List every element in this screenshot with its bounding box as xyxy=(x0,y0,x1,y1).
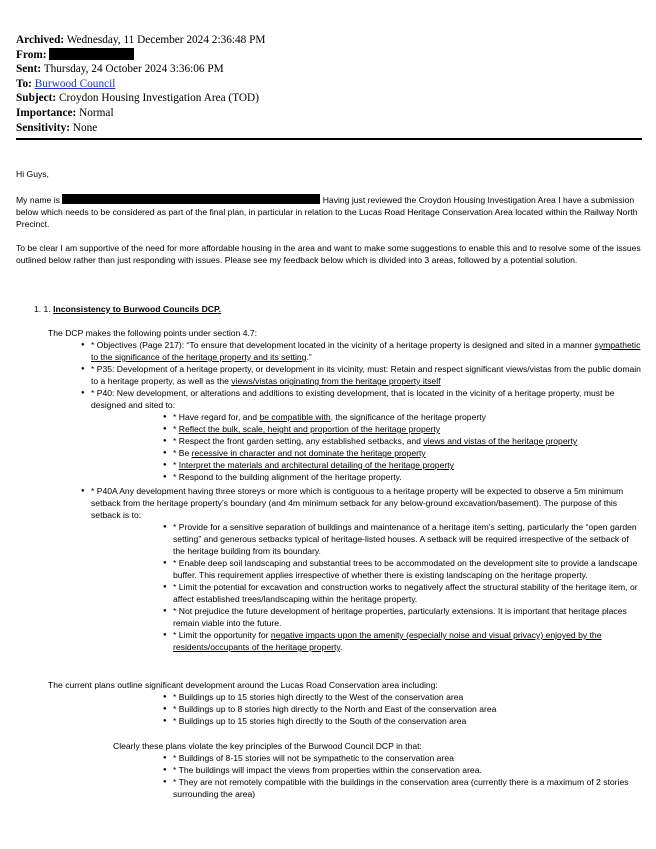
list-item: ● * Respect the front garden setting, any established setbacks, and views and vistas of the heritage property xyxy=(173,435,642,447)
list-item: ● * Limit the opportunity for negative impacts upon the amenity (especially noise and visual privacy) enjoyed by the residents/occupants of the heritage property. xyxy=(173,629,642,653)
list-item: ● * Reflect the bulk, scale, height and proportion of the heritage property xyxy=(173,423,642,435)
list-item: ● * The buildings will impact the views from properties within the conservation area. xyxy=(173,764,642,776)
email-body xyxy=(16,168,642,266)
list-item: ● * Have regard for, and be compatible with, the significance of the heritage property xyxy=(173,411,642,423)
redacted-name xyxy=(62,194,320,204)
list-item: ● * Be recessive in character and not dominate the heritage property xyxy=(173,447,642,459)
list-item: ● * Limit the potential for excavation and construction works to negatively affect the structural stability of the heritage item, or affect established trees/landscaping within the heritage property. xyxy=(173,581,642,605)
support-paragraph: To be clear I am supportive of the need for more affordable housing in the area and want to make some suggestions to enable this and to resolve some of the issues outlined below rather than just responding with issues. Please see my feedback below which is divided into 3 areas, followed by a potential solution. xyxy=(16,243,641,265)
list-item-p40a: ● * P40A Any development having three storeys or more which is contiguous to a heritage property will be expected to observe a 5m minimum setback from the heritage property’s boundary (and 4m minimum setback for any below-ground excavation/basement). The purpose of this setback is to: xyxy=(91,485,642,521)
list-item-objectives: ● * Objectives (Page 217): “To ensure that development located in the vicinity of a heritage property is designed and sited in a manner sympathetic to the significance of the heritage property and its setting.” xyxy=(91,339,642,363)
list-item: ● * Not prejudice the future development of heritage properties, particularly extensions. It is important that heritage places remain viable into the future. xyxy=(173,605,642,629)
greeting: Hi Guys, xyxy=(16,169,49,179)
email-header xyxy=(16,33,265,135)
list-item: ● * Respond to the building alignment of the heritage property. xyxy=(173,471,642,483)
archived-line: Archived: Wednesday, 11 December 2024 2:36:48 PM xyxy=(16,34,266,46)
section-1-heading: 1. 1. Inconsistency to Burwood Councils DCP. xyxy=(34,304,222,314)
list-item: ● * Buildings up to 15 stories high directly to the West of the conservation area xyxy=(173,691,642,703)
p40-sublist xyxy=(173,411,642,483)
intro-paragraph: My name is Having just reviewed the Croydon Housing Investigation Area I have a submission below which needs to be considered as part of the final plan, in particular in relation to the Lucas Road Heritage Conservation Area located within the Railway North Precinct. xyxy=(16,195,638,229)
list-item: ● * Buildings up to 8 stories high directly to the North and East of the conservation area xyxy=(173,703,642,715)
header-divider xyxy=(16,138,642,140)
violation-list xyxy=(173,752,642,800)
dcp-points-list xyxy=(91,339,642,411)
list-item: ● * Provide for a sensitive separation of buildings and maintenance of a heritage item’s setting, particularly the “open garden setting” and generous setbacks typical of heritage-listed houses. A setback will be required irrespective of the setback of the heritage building from its boundary. xyxy=(173,521,642,557)
p40a-sublist xyxy=(173,521,642,653)
to-line: To: Burwood Council xyxy=(16,77,116,90)
sensitivity-line: Sensitivity: None xyxy=(16,121,98,134)
list-item: ● * Interpret the materials and architectural detailing of the heritage property xyxy=(173,459,642,471)
subject-line: Subject: Croydon Housing Investigation Area (TOD) xyxy=(16,92,259,105)
from-line: From: xyxy=(16,48,265,63)
list-item: ● * Buildings up to 15 stories high directly to the South of the conservation area xyxy=(173,715,642,727)
dcp-intro: The DCP makes the following points under section 4.7: xyxy=(48,328,258,338)
list-item-p40: ● * P40: New development, or alterations and additions to existing development, that is located in the vicinity of a heritage property, must be designed and sited to: xyxy=(91,387,642,411)
redacted-sender xyxy=(49,48,134,60)
current-plans-list xyxy=(173,691,642,727)
current-plans-intro: The current plans outline significant development around the Lucas Road Conservation area including: xyxy=(48,680,438,690)
list-item: ● * Enable deep soil landscaping and substantial trees to be accommodated on the development site to provide a landscape buffer. This requirement applies irrespective of whether there is existing landscaping on the heritage property. xyxy=(173,557,642,581)
list-item: ● * Buildings of 8-15 stories will not be sympathetic to the conservation area xyxy=(173,752,642,764)
violation-intro: Clearly these plans violate the key principles of the Burwood Council DCP in that: xyxy=(113,741,422,751)
importance-line: Importance: Normal xyxy=(16,106,114,119)
to-recipient-link[interactable]: Burwood Council xyxy=(34,77,116,90)
list-item: ● * They are not remotely compatible with the buildings in the conservation area (currently there is a maximum of 2 stories surrounding the area) xyxy=(173,776,642,800)
sent-line: Sent: Thursday, 24 October 2024 3:36:06 PM xyxy=(16,63,224,76)
list-item-p35: ● * P35: Development of a heritage property, or development in its vicinity, must: Retain and respect significant views/vistas from the public domain to a heritage property, as well as the views/vistas originating from the heritage property itself xyxy=(91,363,642,387)
p40a-list xyxy=(91,485,642,521)
